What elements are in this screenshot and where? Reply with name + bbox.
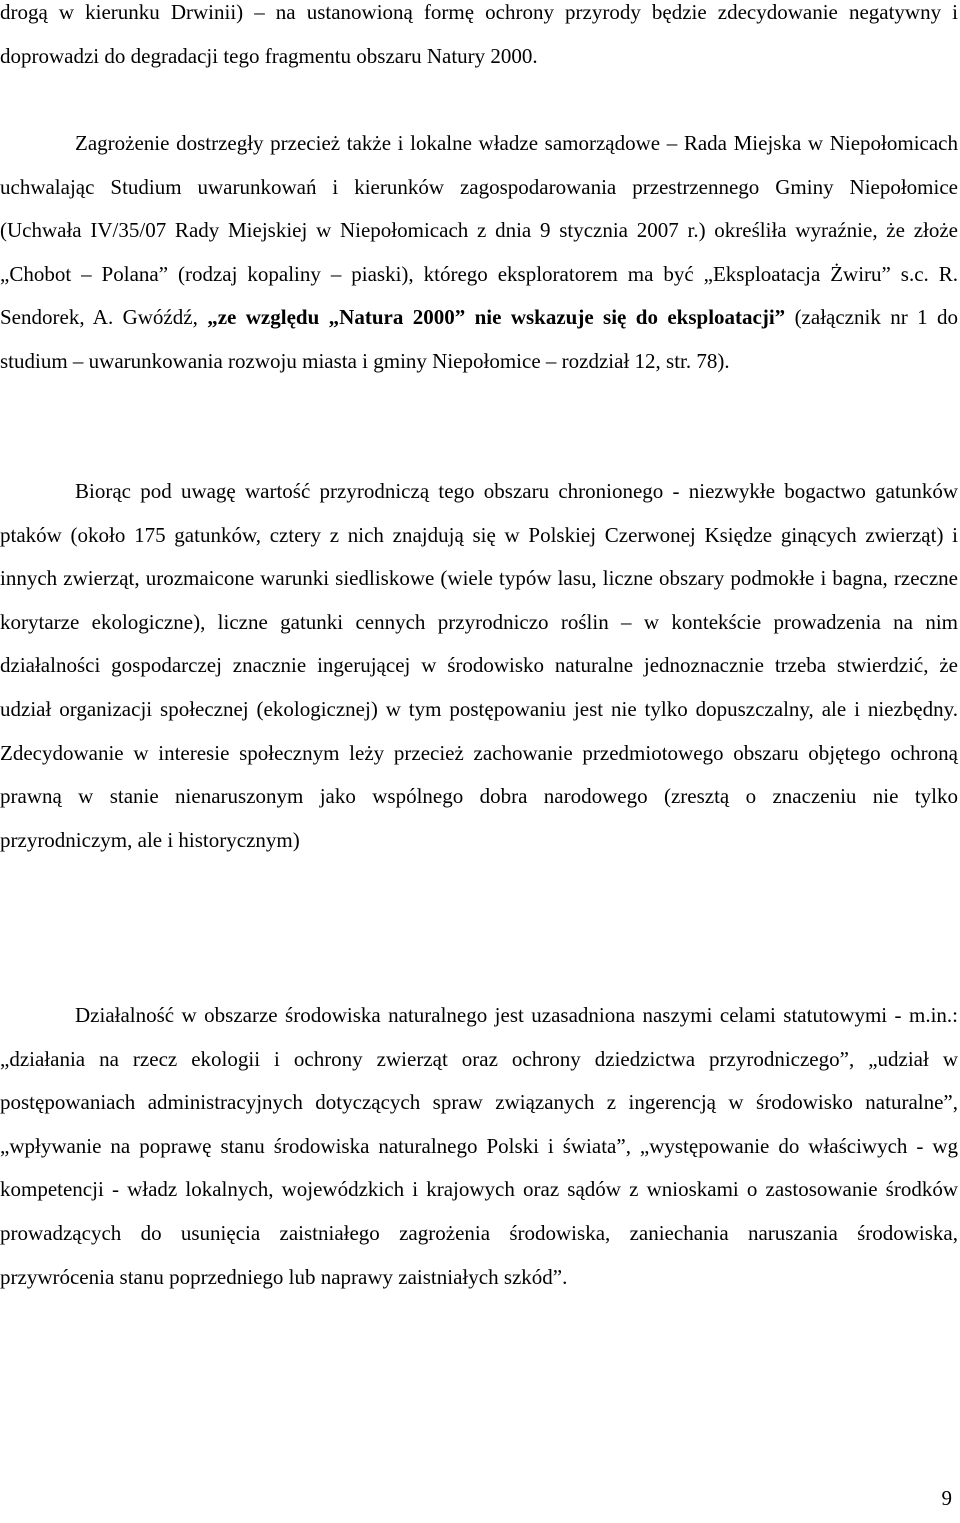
paragraph-2 [0, 122, 958, 384]
page-number: 9 [941, 1486, 952, 1510]
paragraph-4: Działalność w obszarze środowiska naturalnego jest uzasadniona naszymi celami statutowymi - m.in.: „działania na rzecz ekologii i ochrony zwierząt oraz ochrony dziedzictwa przyrodniczego”, „udział w postępowaniach administracyjnych dotyczących spraw związanych z ingerencją w środowisko naturalne”, „wpływanie na poprawę stanu środowiska naturalnego Polski i świata”, „występowanie do właściwych - wg kompetencji - władz lokalnych, wojewódzkich i krajowych oraz sądów z wnioskami o zastosowanie środków prowadzących do usunięcia zaistniałego zagrożenia środowiska, zaniechania naruszania środowiska, przywrócenia stanu poprzedniego lub naprawy zaistniałych szkód”. [0, 1003, 958, 1289]
paragraph-3: Biorąc pod uwagę wartość przyrodniczą tego obszaru chronionego - niezwykłe bogactwo gatunków ptaków (około 175 gatunków, cztery z nich znajdują się w Polskiej Czerwonej Księdze ginących zwierząt) i innych zwierząt, urozmaicone warunki siedliskowe (wiele typów lasu, liczne obszary podmokłe i bagna, rzeczne korytarze ekologiczne), liczne gatunki cennych przyrodniczo roślin – w kontekście prowadzenia na nim działalności gospodarczej znacznie ingerującej w środowisko naturalne jednoznacznie trzeba stwierdzić, że udział organizacji społecznej (ekologicznej) w tym postępowaniu jest nie tylko dopuszczalny, ale i niezbędny. Zdecydowanie w interesie społecznym leży przecież zachowanie przedmiotowego obszaru objętego ochroną prawną w stanie nienaruszonym jako wspólnego dobra narodowego (zresztą o znaczeniu nie tylko przyrodniczym, ale i historycznym) [0, 479, 958, 852]
paragraph-2-text: Zagrożenie dostrzegły przecież także i lokalne władze samorządowe – Rada Miejska w Niepołomicach uchwalając Studium uwarunkowań i kierunków zagospodarowania przestrzennego Gminy Niepołomice (Uchwała IV/35/07 Rady Miejskiej w Niepołomicach z dnia 9 stycznia 2007 r.) określiła wyraźnie, że złoże „Chobot – Polana” (rodzaj kopaliny – piaski), którego eksploratorem ma być „Eksploatacja Żwiru” s.c. R. Sendorek, A. Gwóźdź, [0, 131, 958, 330]
paragraph-2-text-end: (załącznik nr 1 do studium – uwarunkowania rozwoju miasta i gminy Niepołomice – rozdział 12, str. 78). [0, 305, 958, 373]
paragraph-1: drogą w kierunku Drwinii) – na ustanowioną formę ochrony przyrody będzie zdecydowanie negatywny i doprowadzi do degradacji tego fragmentu obszaru Natury 2000. [0, 0, 958, 68]
paragraph-2-bold-quote: „ze względu „Natura 2000” nie wskazuje się do eksploatacji” [207, 305, 786, 330]
